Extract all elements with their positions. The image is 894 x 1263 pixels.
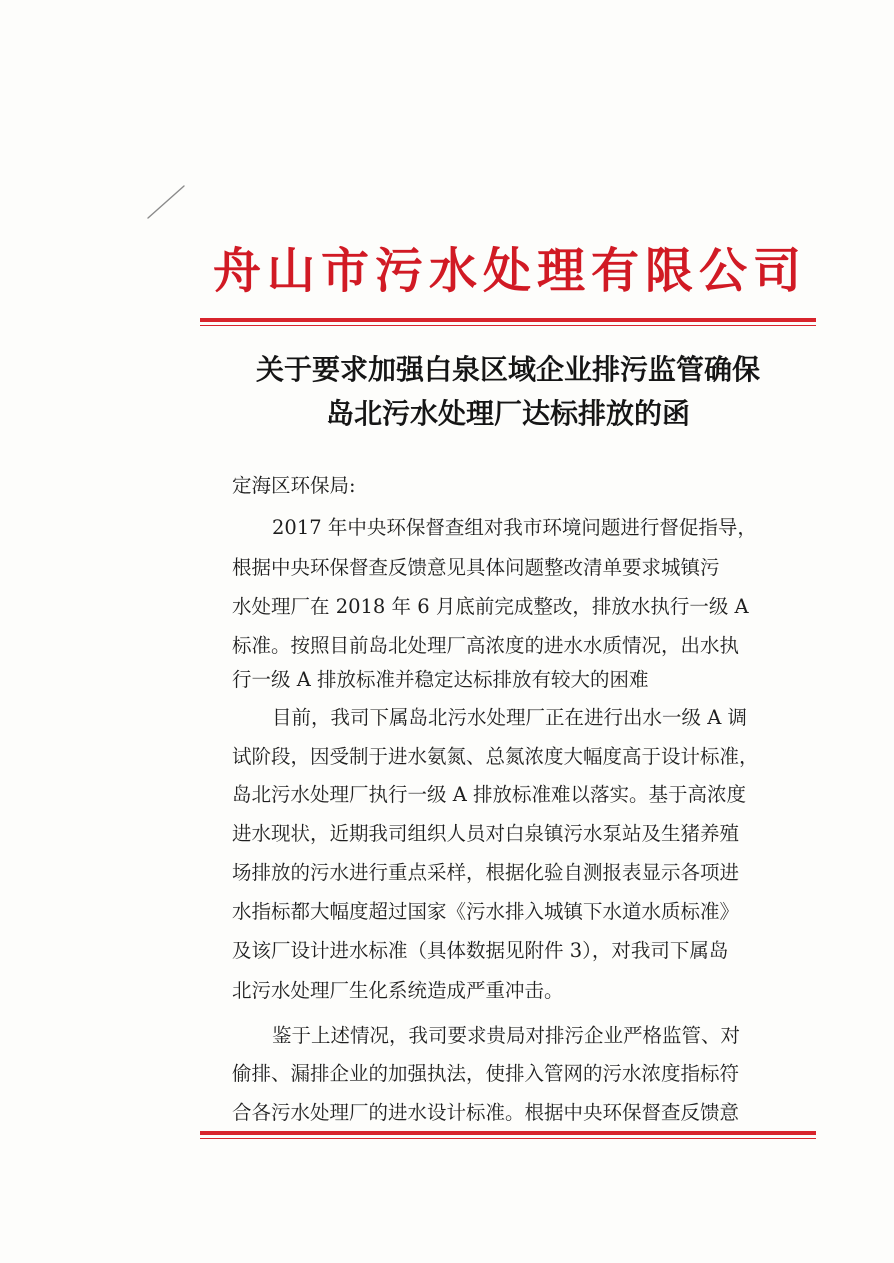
footer-rule xyxy=(200,1131,816,1139)
body-line: 根据中央环保督查反馈意见具体问题整改清单要求城镇污 xyxy=(232,556,720,579)
body-line: 目前，我司下属岛北污水处理厂正在进行出水一级 A 调 xyxy=(272,706,747,729)
salutation: 定海区环保局: xyxy=(232,474,356,497)
body-line: 行一级 A 排放标准并稳定达标排放有较大的困难 xyxy=(232,668,649,691)
body-line: 进水现状，近期我司组织人员对白泉镇污水泵站及生猪养殖 xyxy=(232,822,740,845)
body-line: 水处理厂在 2018 年 6 月底前完成整改，排放水执行一级 A xyxy=(232,595,749,618)
header-rule xyxy=(200,318,816,326)
pen-stroke-mark xyxy=(144,182,188,222)
title-line-2: 岛北污水处理厂达标排放的函 xyxy=(325,397,690,430)
body-line: 场排放的污水进行重点采样，根据化验自测报表显示各项进 xyxy=(232,861,740,884)
body-line: 北污水处理厂生化系统造成严重冲击。 xyxy=(232,979,564,1002)
body-line: 岛北污水处理厂执行一级 A 排放标准难以落实。基于高浓度 xyxy=(232,783,746,806)
body-line: 试阶段，因受制于进水氨氮、总氮浓度大幅度高于设计标准， xyxy=(232,745,759,768)
body-line: 2017 年中央环保督查组对我市环境问题进行督促指导， xyxy=(272,516,757,539)
title-line-1: 关于要求加强白泉区域企业排污监管确保 xyxy=(255,353,760,386)
body-line: 水指标都大幅度超过国家《污水排入城镇下水道水质标准》 xyxy=(232,900,740,923)
body-line: 及该厂设计进水标准（具体数据见附件 3），对我司下属岛 xyxy=(232,939,729,962)
body-line: 偷排、漏排企业的加强执法，使排入管网的污水浓度指标符 xyxy=(232,1062,740,1085)
body-line: 标准。按照目前岛北处理厂高浓度的进水水质情况，出水执 xyxy=(232,634,740,657)
body-line: 合各污水处理厂的进水设计标准。根据中央环保督查反馈意 xyxy=(232,1101,740,1124)
document-title xyxy=(200,348,816,436)
body-line: 鉴于上述情况，我司要求贵局对排污企业严格监管、对 xyxy=(272,1024,741,1047)
org-header: 舟山市污水处理有限公司 xyxy=(212,243,807,299)
